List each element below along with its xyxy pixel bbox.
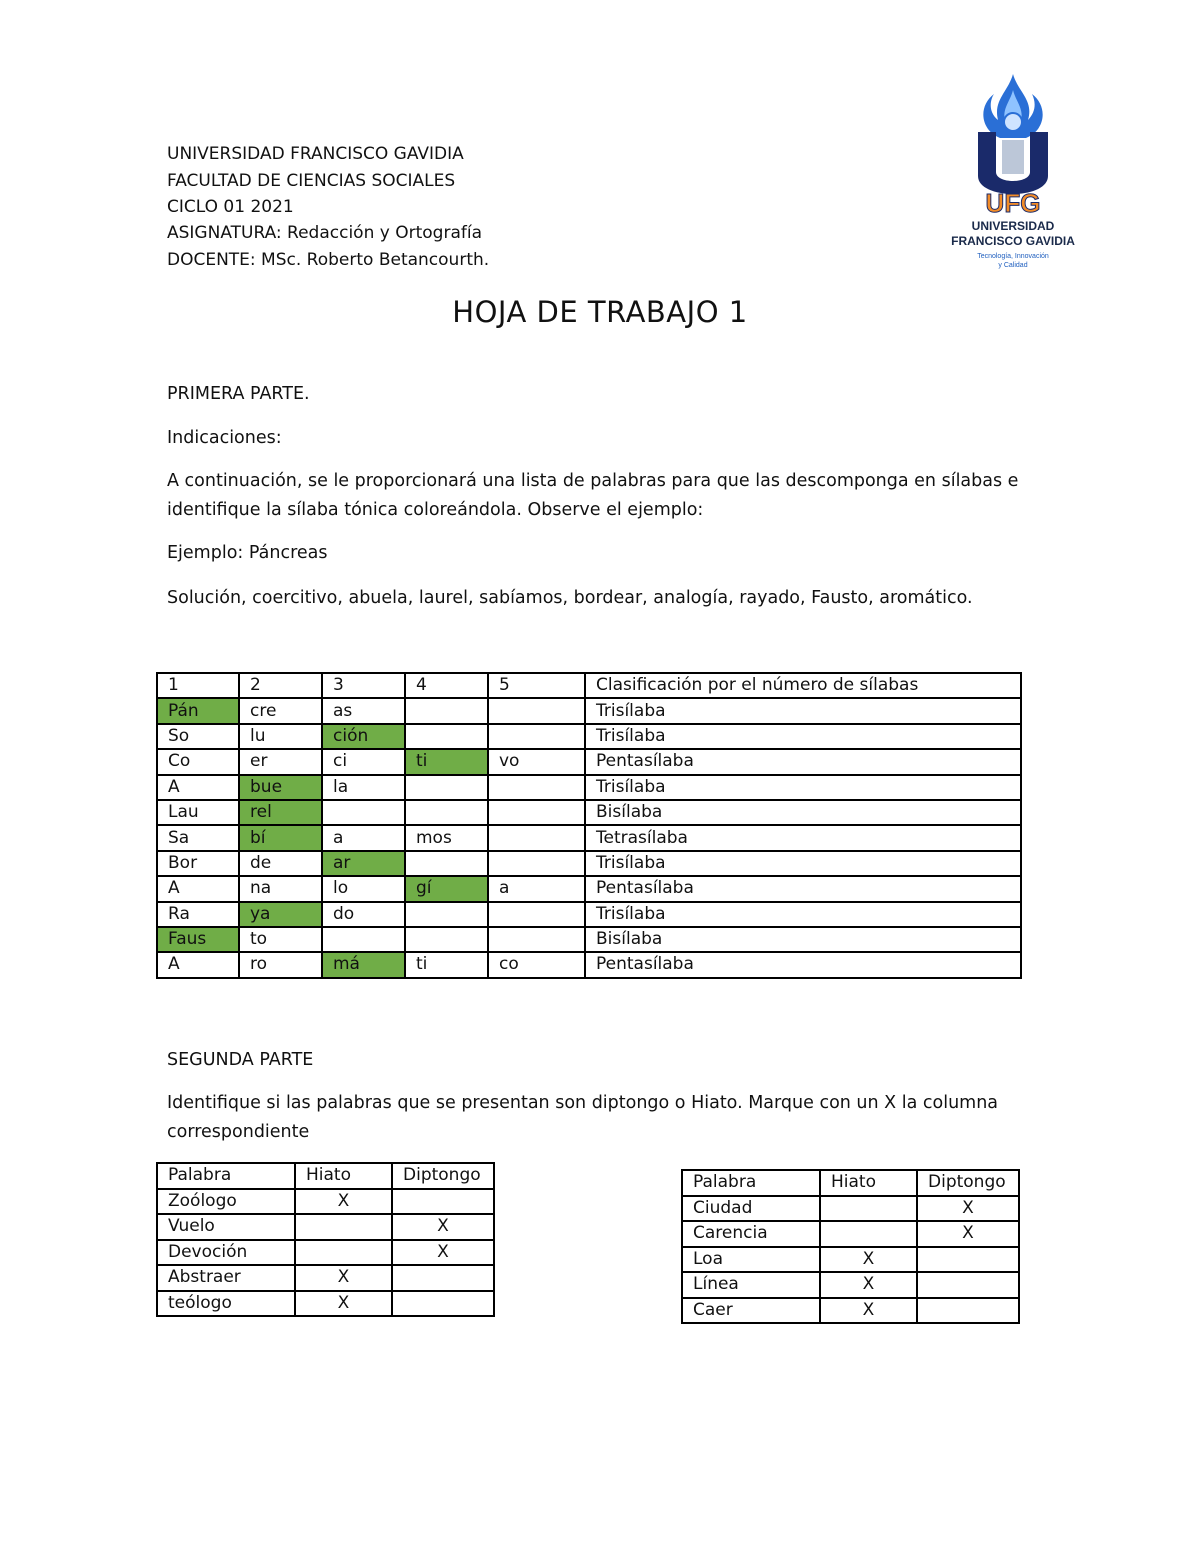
diptongo-mark-cell — [392, 1291, 494, 1317]
classification-cell: Trisílaba — [585, 902, 1021, 927]
tonic-syllable-cell: ción — [322, 724, 405, 749]
table-row — [157, 825, 1021, 850]
syllable-cell: mos — [405, 825, 488, 850]
word-cell: Zoólogo — [157, 1189, 295, 1215]
syllable-table — [156, 672, 1022, 979]
classification-cell: Pentasílaba — [585, 952, 1021, 977]
table-header-row — [157, 1163, 494, 1189]
table-row — [157, 800, 1021, 825]
syllable-cell — [488, 851, 585, 876]
page-title: HOJA DE TRABAJO 1 — [452, 295, 748, 329]
syllable-cell: na — [239, 876, 322, 901]
hiato-mark-cell — [295, 1214, 392, 1240]
hiato-mark-cell: X — [295, 1265, 392, 1291]
hiato-mark-cell: X — [820, 1247, 917, 1273]
classification-cell: Pentasílaba — [585, 749, 1021, 774]
syllable-cell — [405, 775, 488, 800]
tonic-syllable-cell: má — [322, 952, 405, 977]
table-row — [157, 851, 1021, 876]
classification-cell: Trisílaba — [585, 698, 1021, 723]
hiato-mark-cell — [820, 1196, 917, 1222]
table-row — [157, 1240, 494, 1266]
cycle: CICLO 01 2021 — [167, 197, 294, 217]
classification-cell: Bisílaba — [585, 800, 1021, 825]
hiatus-table-left — [156, 1162, 495, 1317]
hiato-mark-cell — [820, 1221, 917, 1247]
syllable-cell: A — [157, 952, 239, 977]
header-cell: 2 — [239, 673, 322, 698]
syllable-cell — [405, 800, 488, 825]
diptongo-mark-cell — [917, 1298, 1019, 1324]
table-row — [682, 1272, 1019, 1298]
syllable-cell: ci — [322, 749, 405, 774]
table-row — [157, 1265, 494, 1291]
hiatus-table-right — [681, 1169, 1020, 1324]
syllable-cell: co — [488, 952, 585, 977]
diptongo-mark-cell — [392, 1265, 494, 1291]
syllable-cell: a — [488, 876, 585, 901]
word-cell: Línea — [682, 1272, 820, 1298]
syllable-cell: So — [157, 724, 239, 749]
table-header-row — [157, 673, 1021, 698]
svg-text:y Calidad: y Calidad — [998, 262, 1028, 269]
classification-cell: Pentasílaba — [585, 876, 1021, 901]
syllable-cell — [488, 800, 585, 825]
diptongo-mark-cell: X — [392, 1240, 494, 1266]
syllable-cell: lu — [239, 724, 322, 749]
syllable-cell — [488, 825, 585, 850]
syllable-cell: to — [239, 927, 322, 952]
header-cell: Palabra — [157, 1163, 295, 1189]
syllable-cell: Ra — [157, 902, 239, 927]
part1-heading: PRIMERA PARTE. — [167, 384, 310, 404]
syllable-cell: ro — [239, 952, 322, 977]
university-logo — [938, 72, 1088, 287]
teacher: DOCENTE: MSc. Roberto Betancourth. — [167, 250, 490, 270]
tonic-syllable-cell: ya — [239, 902, 322, 927]
example-text: Ejemplo: Páncreas — [167, 543, 328, 563]
syllable-cell: er — [239, 749, 322, 774]
hiato-mark-cell — [295, 1240, 392, 1266]
syllable-cell: la — [322, 775, 405, 800]
word-cell: Carencia — [682, 1221, 820, 1247]
syllable-cell — [405, 851, 488, 876]
diptongo-mark-cell: X — [917, 1221, 1019, 1247]
syllable-cell: Lau — [157, 800, 239, 825]
syllable-cell: a — [322, 825, 405, 850]
part2-heading: SEGUNDA PARTE — [167, 1050, 314, 1070]
syllable-cell: Sa — [157, 825, 239, 850]
syllable-cell: vo — [488, 749, 585, 774]
indications-label: Indicaciones: — [167, 428, 282, 448]
header-cell: 5 — [488, 673, 585, 698]
tonic-syllable-cell: ar — [322, 851, 405, 876]
diptongo-mark-cell: X — [392, 1214, 494, 1240]
word-cell: Devoción — [157, 1240, 295, 1266]
header-cell: Diptongo — [392, 1163, 494, 1189]
subject: ASIGNATURA: Redacción y Ortografía — [167, 223, 482, 243]
syllable-cell — [488, 902, 585, 927]
hiato-mark-cell: X — [295, 1291, 392, 1317]
syllable-cell — [322, 800, 405, 825]
syllable-cell — [405, 902, 488, 927]
hiato-mark-cell: X — [295, 1189, 392, 1215]
classification-cell: Tetrasílaba — [585, 825, 1021, 850]
syllable-cell — [405, 698, 488, 723]
diptongo-mark-cell: X — [917, 1196, 1019, 1222]
syllable-cell — [488, 724, 585, 749]
university-name: UNIVERSIDAD FRANCISCO GAVIDIA — [167, 144, 464, 164]
syllable-cell — [488, 775, 585, 800]
table-header-row — [682, 1170, 1019, 1196]
table-row — [157, 749, 1021, 774]
word-cell: Ciudad — [682, 1196, 820, 1222]
instructions-line2: identifique la sílaba tónica coloreándola. Observe el ejemplo: — [167, 500, 704, 520]
header-cell: 4 — [405, 673, 488, 698]
tonic-syllable-cell: bí — [239, 825, 322, 850]
hiato-mark-cell: X — [820, 1298, 917, 1324]
syllable-cell: A — [157, 876, 239, 901]
flame-u-emblem — [938, 72, 1088, 287]
tonic-syllable-cell: bue — [239, 775, 322, 800]
tonic-syllable-cell: Faus — [157, 927, 239, 952]
syllable-cell: Bor — [157, 851, 239, 876]
faculty-name: FACULTAD DE CIENCIAS SOCIALES — [167, 171, 456, 191]
table-row — [157, 1189, 494, 1215]
table-row — [157, 902, 1021, 927]
syllable-cell — [405, 724, 488, 749]
part2-instructions-line1: Identifique si las palabras que se presentan son diptongo o Hiato. Marque con un X la columna — [167, 1093, 999, 1113]
tonic-syllable-cell: ti — [405, 749, 488, 774]
tonic-syllable-cell: gí — [405, 876, 488, 901]
header-cell: 3 — [322, 673, 405, 698]
diptongo-mark-cell — [917, 1272, 1019, 1298]
header-cell: Diptongo — [917, 1170, 1019, 1196]
syllable-cell: cre — [239, 698, 322, 723]
table-row — [682, 1298, 1019, 1324]
table-row — [157, 724, 1021, 749]
word-cell: Loa — [682, 1247, 820, 1273]
instructions-line1: A continuación, se le proporcionará una lista de palabras para que las descomponga en sílabas e — [167, 471, 1019, 491]
table-row — [157, 1291, 494, 1317]
syllable-cell — [488, 927, 585, 952]
hiato-mark-cell: X — [820, 1272, 917, 1298]
classification-cell: Trisílaba — [585, 724, 1021, 749]
classification-cell: Bisílaba — [585, 927, 1021, 952]
table-row — [682, 1196, 1019, 1222]
svg-text:Tecnología, Innovación: Tecnología, Innovación — [977, 253, 1049, 260]
word-cell: Vuelo — [157, 1214, 295, 1240]
header-cell: Hiato — [820, 1170, 917, 1196]
tonic-syllable-cell: rel — [239, 800, 322, 825]
table-row — [157, 876, 1021, 901]
syllable-cell — [488, 698, 585, 723]
word-cell: teólogo — [157, 1291, 295, 1317]
tonic-syllable-cell: Pán — [157, 698, 239, 723]
svg-text:UFG: UFG — [985, 188, 1041, 218]
svg-text:UNIVERSIDAD: UNIVERSIDAD — [971, 219, 1055, 233]
syllable-cell — [322, 927, 405, 952]
syllable-cell: A — [157, 775, 239, 800]
table-row — [157, 927, 1021, 952]
syllable-cell: do — [322, 902, 405, 927]
syllable-cell — [405, 927, 488, 952]
classification-cell: Trisílaba — [585, 775, 1021, 800]
syllable-cell: ti — [405, 952, 488, 977]
diptongo-mark-cell — [392, 1189, 494, 1215]
word-cell: Abstraer — [157, 1265, 295, 1291]
classification-cell: Trisílaba — [585, 851, 1021, 876]
syllable-cell: lo — [322, 876, 405, 901]
table-row — [157, 775, 1021, 800]
table-row — [157, 1214, 494, 1240]
syllable-cell: de — [239, 851, 322, 876]
table-row — [157, 952, 1021, 977]
header-cell: Clasificación por el número de sílabas — [585, 673, 1021, 698]
syllable-cell: as — [322, 698, 405, 723]
header-cell: Hiato — [295, 1163, 392, 1189]
table-row — [157, 698, 1021, 723]
header-cell: Palabra — [682, 1170, 820, 1196]
svg-text:FRANCISCO GAVIDIA: FRANCISCO GAVIDIA — [951, 234, 1075, 248]
part2-instructions-line2: correspondiente — [167, 1122, 310, 1142]
word-cell: Caer — [682, 1298, 820, 1324]
syllable-cell: Co — [157, 749, 239, 774]
header-cell: 1 — [157, 673, 239, 698]
diptongo-mark-cell — [917, 1247, 1019, 1273]
table-row — [682, 1247, 1019, 1273]
table-row — [682, 1221, 1019, 1247]
word-list: Solución, coercitivo, abuela, laurel, sabíamos, bordear, analogía, rayado, Fausto, aromático. — [167, 588, 973, 608]
